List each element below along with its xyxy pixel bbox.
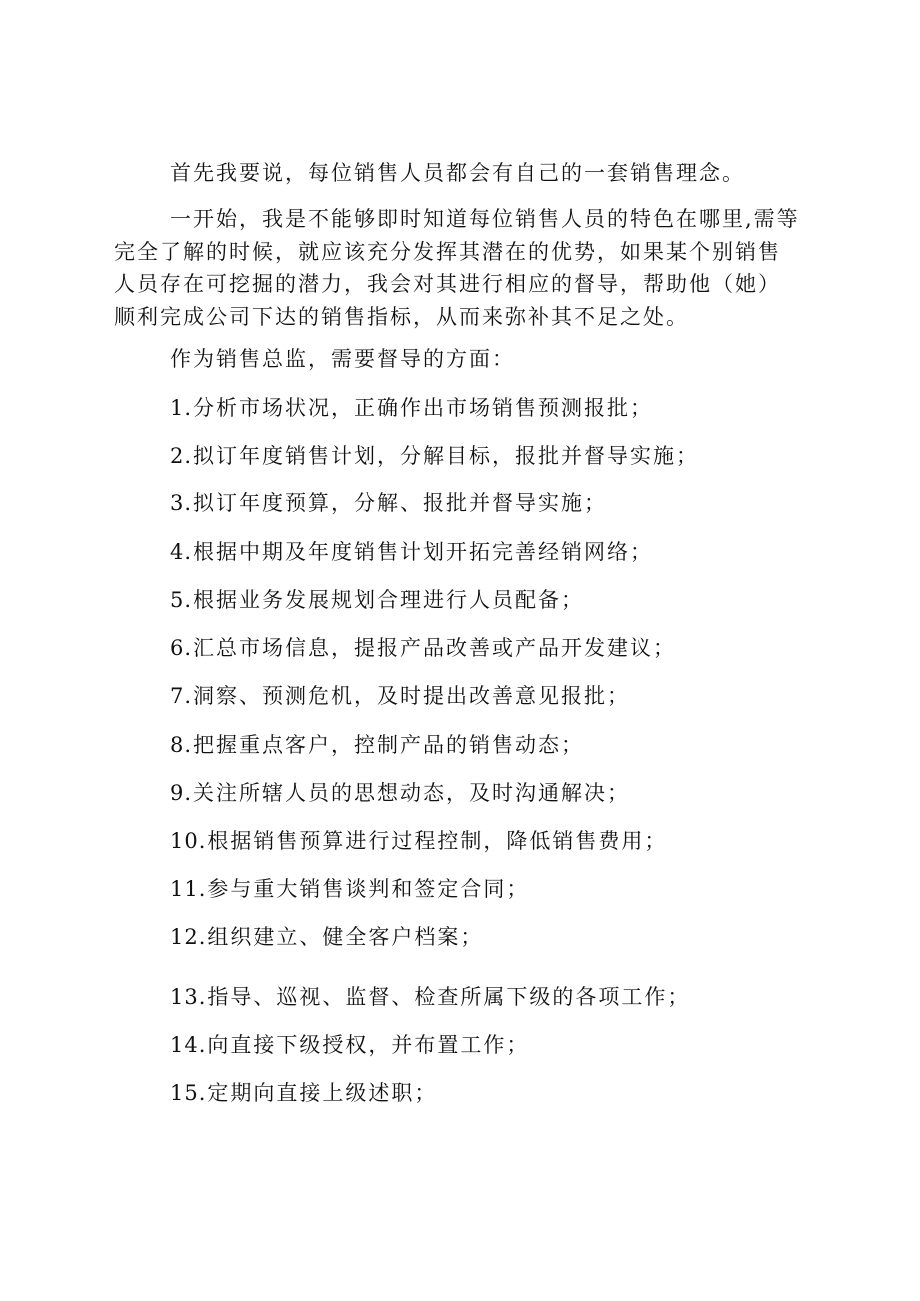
list-item-text: .参与重大销售谈判和签定合同； [198, 877, 530, 901]
list-item-text: .根据中期及年度销售计划开拓完善经销网络； [184, 540, 654, 564]
list-item-text: .根据销售预算进行过程控制，降低销售费用； [198, 829, 668, 853]
list-item-number: 5 [170, 588, 185, 612]
list-item [170, 729, 584, 761]
list-item-text: .拟订年度销售计划，分解目标，报批并督导实施； [184, 444, 700, 468]
list-item [170, 921, 483, 953]
list-item [170, 981, 690, 1013]
list-item-number: 13 [170, 985, 199, 1009]
paragraph-line: 顺利完成公司下达的销售指标，从而来弥补其不足之处。 [114, 304, 689, 329]
list-item [170, 873, 529, 905]
list-item-text: .定期向直接上级述职； [198, 1081, 438, 1105]
paragraph-line: 一开始，我是不能够即时知道每位销售人员的特色在哪里,需等 [170, 207, 800, 231]
list-item-text: .分析市场状况，正确作出市场销售预测报批； [184, 396, 654, 420]
list-item-number: 15 [170, 1081, 199, 1105]
list-item [170, 680, 630, 712]
list-item-text: .向直接下级授权，并布置工作； [198, 1033, 530, 1057]
list-item-text: .洞察、预测危机，及时提出改善意见报批； [184, 684, 631, 708]
list-item-number: 8 [170, 733, 185, 757]
list-item-text: .汇总市场信息，提报产品改善或产品开发建议； [184, 636, 677, 660]
list-item [170, 1029, 529, 1061]
list-item-number: 1 [170, 396, 185, 420]
list-item [170, 825, 667, 857]
list-item [170, 392, 653, 424]
list-item-text: .把握重点客户，控制产品的销售动态； [184, 733, 585, 757]
list-item [170, 777, 630, 809]
list-item [170, 1077, 437, 1109]
list-item-number: 2 [170, 444, 185, 468]
list-item-text: .关注所辖人员的思想动态，及时沟通解决； [184, 781, 631, 805]
list-item-number: 14 [170, 1033, 199, 1057]
list-item [170, 487, 607, 519]
list-item [170, 440, 699, 472]
list-item [170, 536, 653, 568]
list-item-text: .拟订年度预算，分解、报批并督导实施； [184, 491, 608, 515]
paragraph-line: 完全了解的时候，就应该充分发挥其潜在的优势，如果某个别销售 [114, 239, 781, 264]
list-item-text: .根据业务发展规划合理进行人员配备； [184, 588, 585, 612]
list-item [170, 632, 676, 664]
body-paragraph [114, 203, 814, 333]
list-item-number: 6 [170, 636, 185, 660]
list-item-number: 11 [170, 877, 199, 901]
list-item-number: 12 [170, 925, 199, 949]
intro-paragraph: 首先我要说，每位销售人员都会有自己的一套销售理念。 [170, 161, 745, 185]
list-item-text: .指导、巡视、监督、检查所属下级的各项工作； [198, 985, 691, 1009]
list-item-number: 7 [170, 684, 185, 708]
list-item-number: 10 [170, 829, 199, 853]
paragraph-line: 人员存在可挖掘的潜力，我会对其进行相应的督导，帮助他（她） [114, 272, 781, 296]
list-item [170, 584, 584, 616]
list-item-text: .组织建立、健全客户档案； [198, 925, 484, 949]
list-item-number: 3 [170, 491, 185, 515]
list-item-number: 9 [170, 781, 185, 805]
list-item-number: 4 [170, 540, 185, 564]
section-heading: 作为销售总监，需要督导的方面： [170, 347, 515, 371]
